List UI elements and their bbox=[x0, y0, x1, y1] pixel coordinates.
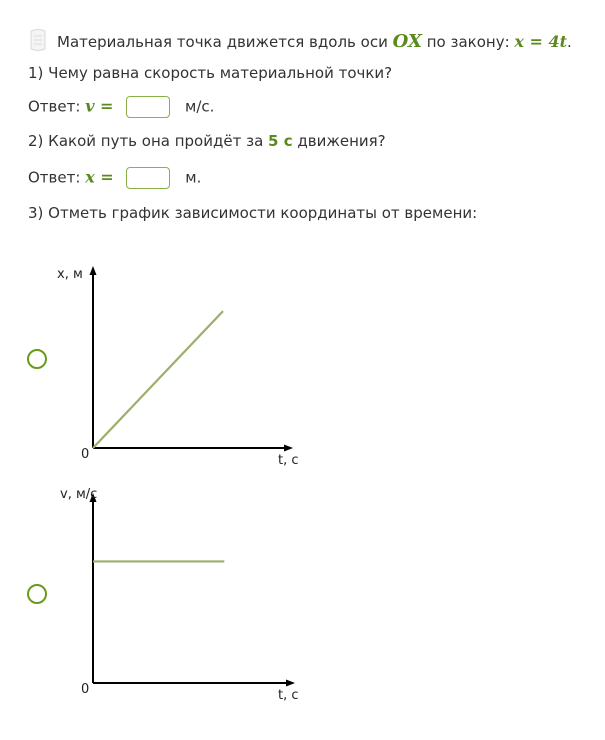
answer-1-row bbox=[28, 96, 214, 118]
origin-label: 0 bbox=[81, 447, 90, 462]
graph-velocity-time bbox=[0, 485, 330, 710]
intro-text: Материальная точка движется вдоль оси bbox=[57, 33, 388, 51]
speed-input[interactable] bbox=[126, 96, 170, 118]
x-axis-label: t, c bbox=[278, 453, 299, 468]
distance-input[interactable] bbox=[126, 167, 170, 189]
period: . bbox=[567, 33, 572, 51]
y-axis-label: x, м bbox=[57, 267, 83, 282]
y-axis-label: v, м/с bbox=[60, 487, 98, 502]
question-2 bbox=[28, 132, 386, 150]
law-text: по закону: bbox=[426, 33, 510, 51]
question-2-highlight: 5 с bbox=[268, 132, 293, 150]
x-axis-label: t, c bbox=[278, 688, 299, 703]
answer-2-var: x = bbox=[85, 167, 114, 187]
origin-label: 0 bbox=[81, 682, 90, 697]
question-intro bbox=[57, 31, 572, 52]
axis-name: OX bbox=[392, 31, 422, 52]
answer-2-row bbox=[28, 167, 201, 189]
question-1: 1) Чему равна скорость материальной точки? bbox=[28, 64, 393, 82]
answer-1-var: v = bbox=[85, 96, 114, 116]
x-axis-arrow bbox=[286, 680, 295, 687]
x-axis-arrow bbox=[284, 445, 293, 452]
law-formula: x = 4t bbox=[514, 32, 568, 51]
answer-1-label: Ответ: bbox=[28, 97, 81, 116]
answer-1-unit: м/с. bbox=[185, 97, 215, 116]
question-2-tail: движения? bbox=[297, 132, 386, 150]
question-3: 3) Отметь график зависимости координаты от времени: bbox=[28, 204, 478, 222]
answer-2-unit: м. bbox=[185, 168, 202, 187]
document-icon bbox=[28, 28, 48, 52]
y-axis-arrow bbox=[90, 266, 97, 275]
answer-2-label: Ответ: bbox=[28, 168, 81, 187]
graph-coordinate-time bbox=[0, 260, 330, 470]
question-2-text: 2) Какой путь она пройдёт за bbox=[28, 132, 264, 150]
series-line bbox=[93, 311, 223, 448]
